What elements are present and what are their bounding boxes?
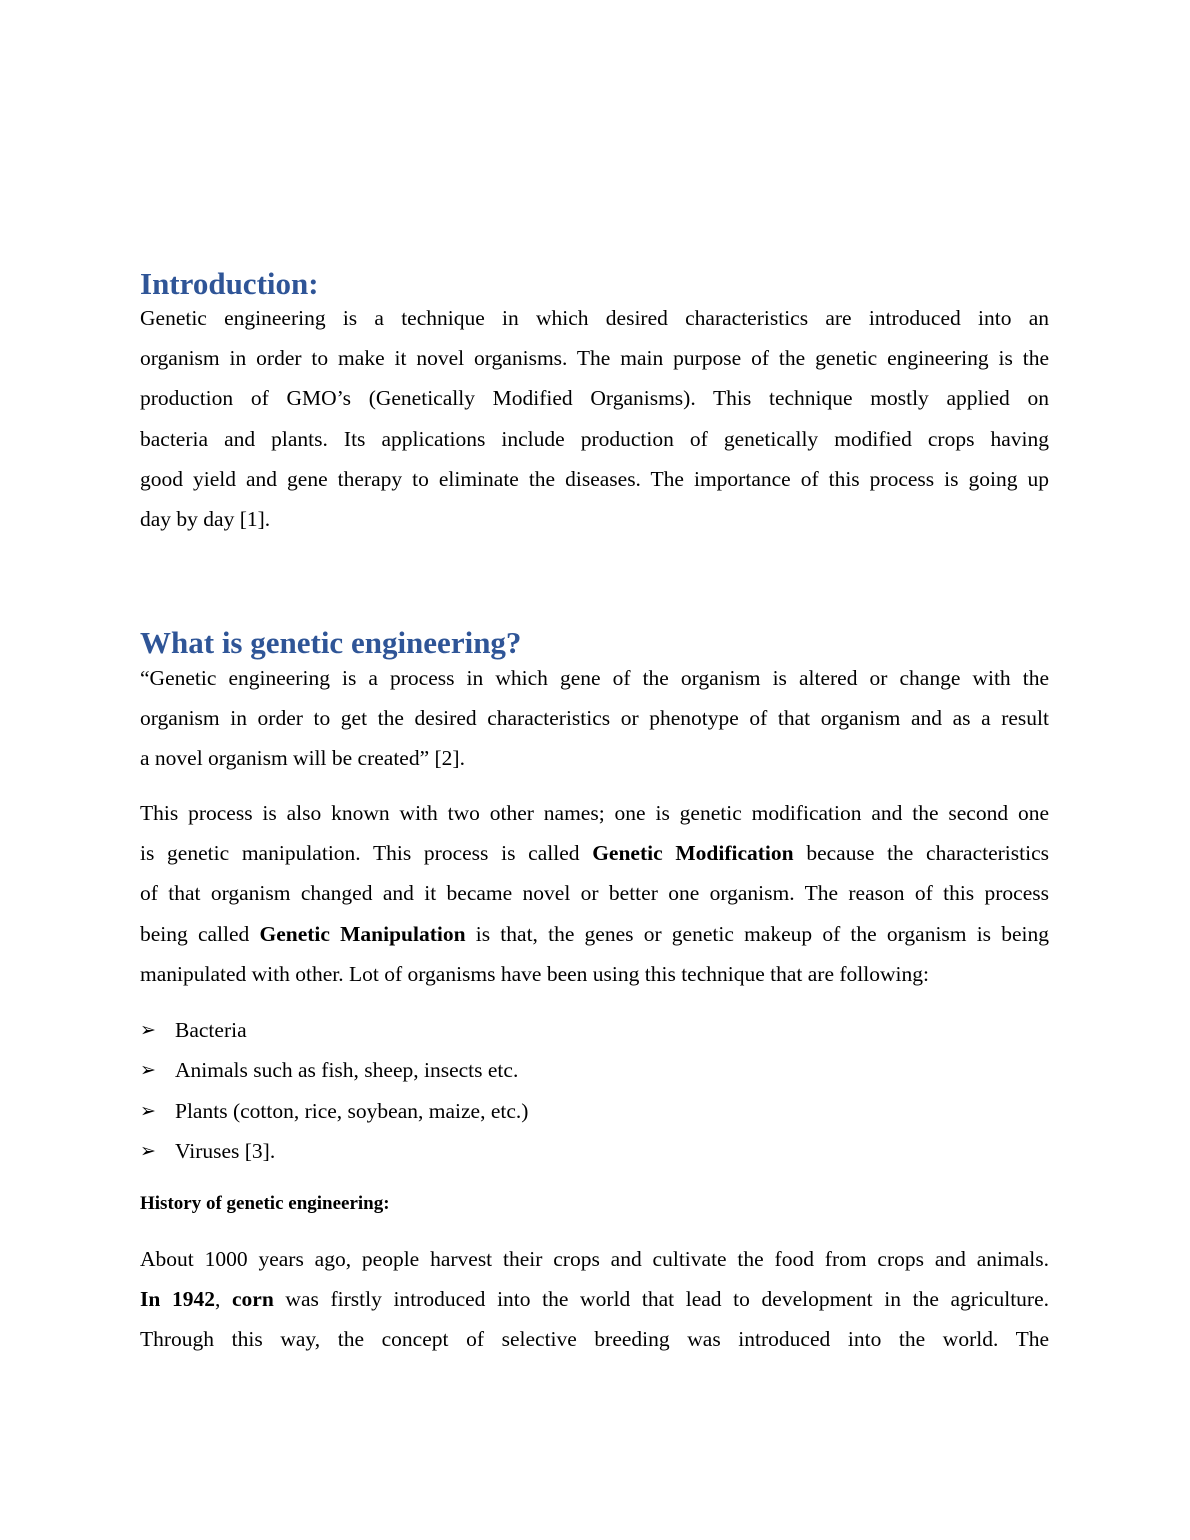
history-paragraph bbox=[140, 1239, 1049, 1360]
arrow-bullet-icon: ➢ bbox=[140, 1139, 156, 1162]
list-item-text: Animals such as fish, sheep, insects etc. bbox=[175, 1058, 519, 1083]
introduction-paragraph bbox=[140, 298, 1049, 539]
definition-line: “Genetic engineering is a process in which gene of the organism is altered or change with the bbox=[140, 666, 1049, 690]
genetic-modification-term: Genetic Modification bbox=[592, 841, 794, 866]
history-heading: History of genetic engineering: bbox=[140, 1193, 390, 1214]
names-paragraph bbox=[140, 793, 1049, 994]
list-item bbox=[140, 1131, 528, 1171]
introduction-line: day by day [1]. bbox=[140, 506, 271, 531]
arrow-bullet-icon: ➢ bbox=[140, 1059, 156, 1082]
names-line: manipulated with other. Lot of organisms have been using this technique that are following: bbox=[140, 961, 929, 986]
list-item-text: Viruses [3]. bbox=[175, 1138, 276, 1163]
arrow-bullet-icon: ➢ bbox=[140, 1099, 156, 1122]
history-text: was firstly introduced into the world that lead to development in the agriculture. bbox=[273, 1287, 1049, 1312]
history-line: About 1000 years ago, people harvest their crops and cultivate the food from crops and animals. bbox=[140, 1247, 1049, 1271]
names-text: being called bbox=[140, 921, 260, 946]
names-line bbox=[140, 914, 1049, 954]
introduction-heading: Introduction: bbox=[140, 266, 319, 301]
list-item bbox=[140, 1010, 528, 1050]
definition-line: a novel organism will be created” [2]. bbox=[140, 746, 465, 771]
definition-line: organism in order to get the desired characteristics or phenotype of that organism and as a result bbox=[140, 706, 1049, 731]
names-line: of that organism changed and it became novel or better one organism. The reason of this process bbox=[140, 881, 1049, 906]
list-item-text: Plants (cotton, rice, soybean, maize, etc.) bbox=[175, 1098, 529, 1123]
arrow-bullet-icon: ➢ bbox=[140, 1019, 156, 1041]
history-line: Through this way, the concept of selective breeding was introduced into the world. The bbox=[140, 1327, 1049, 1352]
what-is-heading: What is genetic engineering? bbox=[140, 625, 522, 660]
introduction-line: organism in order to make it novel organisms. The main purpose of the genetic engineering is the bbox=[140, 346, 1049, 371]
definition-quote-paragraph bbox=[140, 658, 1049, 779]
names-line bbox=[140, 833, 1049, 873]
introduction-line: production of GMO’s (Genetically Modified Organisms). This technique mostly applied on bbox=[140, 386, 1049, 411]
introduction-line: Genetic engineering is a technique in which desired characteristics are introduced into an bbox=[140, 306, 1049, 330]
introduction-line: good yield and gene therapy to eliminate the diseases. The importance of this process is going up bbox=[140, 466, 1049, 491]
history-year: In 1942 bbox=[140, 1287, 215, 1312]
history-corn: corn bbox=[231, 1287, 274, 1312]
names-text: because the characteristics bbox=[793, 841, 1049, 866]
list-item bbox=[140, 1091, 528, 1131]
introduction-line: bacteria and plants. Its applications include production of genetically modified crops having bbox=[140, 426, 1049, 451]
names-text: is genetic manipulation. This process is called bbox=[140, 841, 593, 866]
names-text: is that, the genes or genetic makeup of the organism is being bbox=[465, 921, 1049, 946]
list-item bbox=[140, 1050, 528, 1090]
genetic-manipulation-term: Genetic Manipulation bbox=[259, 921, 466, 946]
history-text: , bbox=[214, 1287, 232, 1312]
organism-list bbox=[140, 1010, 528, 1171]
list-item-text: Bacteria bbox=[175, 1018, 247, 1042]
names-line: This process is also known with two other names; one is genetic modification and the second one bbox=[140, 801, 1049, 825]
history-line bbox=[140, 1279, 1049, 1319]
